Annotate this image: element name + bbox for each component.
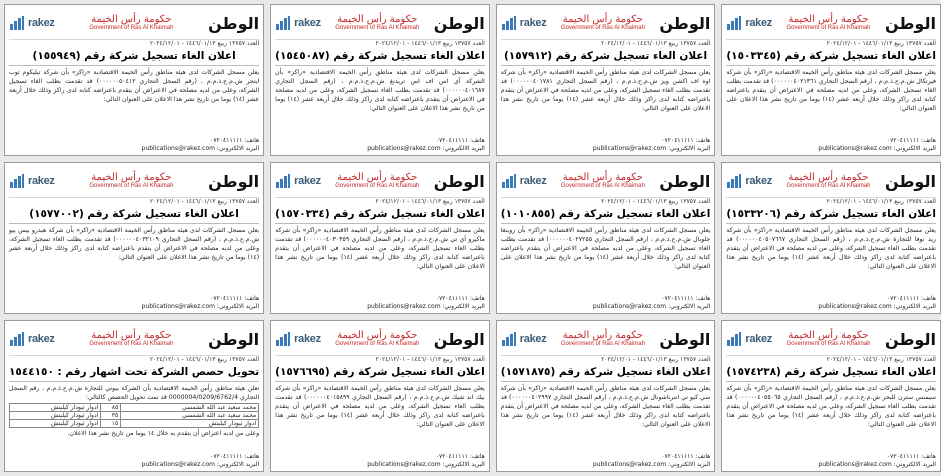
issue-line: العدد ١٣٧٥٧ ربيع ١٤٤٦/٠١/١٣ - ٢٠٢٤/١٢/٠١	[149, 198, 260, 205]
rakez-icon	[9, 173, 25, 189]
notice-text: يعلن مسجل الشركات لدى هيئة مناطق رأس الخيمة الاقتصادية «راكز» بأن الشركة آي اس اف اس تريدنغ ش.م.ح.ذ.م.م ، (رقم السجل التجاري ٠٠٠٠٠٠٤٠١٦٨٧) قد تقدمت بطلب الغاء تسجيل الشركة، وعلى من لديه مصلحة في الاعتراض أن يتقدم باعتراضه كتابة لدى راكز وذلك خلال أربعة عشر (١٤) يوما من تاريخ نشر هذا الاعلان على العنوان التالي:	[275, 69, 485, 112]
rakez-logo	[501, 331, 547, 347]
rakez-logo	[275, 331, 321, 347]
notice-body	[9, 66, 259, 137]
notice-footer	[9, 453, 259, 469]
rakez-logo-text: rakez	[294, 17, 321, 29]
phone-line: هاتف: ٠٧٢٠٤١١١١١	[886, 137, 936, 144]
newspaper-name: الوطن	[433, 171, 485, 191]
email-line: البريد الالكتروني: publications@rakez.com	[141, 303, 260, 310]
notice-body	[501, 66, 711, 137]
phone-line: هاتف: ٠٧٢٠٤١١١١١	[210, 295, 260, 302]
notice-title: اعلان الغاء تسجيل شركة رقم (١٠١٠٨٥٥)	[501, 206, 711, 224]
newspaper-name: الوطن	[659, 13, 711, 33]
table-cell: محمد سعيد عبد الله الشمسي	[121, 412, 259, 420]
issue-line: العدد ١٣٧٥٧ ربيع ١٤٤٦/٠١/١٣ - ٢٠٢٤/١٢/٠١	[149, 40, 260, 47]
rakez-logo	[275, 173, 321, 189]
notice-text: يعلن مسجل الشركات لدى هيئة مناطق رأس الخيمة الاقتصادية «راكز» بأن شركة سيمنس سترن للبحر ش.م.ح.ذ.م.م ، (رقم السجل التجاري ٠٠٠٠٠٠٤٠٥٥٠٦٥) قد تقدمت بطلب الغاء تسجيل الشركة، وعلى من لديه مصلحة في الاعتراض أن يتقدم باعتراضه كتابة لدى راكز وذلك خلال أربعة عشر (١٤) يوما من تاريخ نشر هذا الاعلان على العنوان التالي:	[726, 385, 936, 428]
notice-text: يعلن مسجل الشركات لدى هيئة مناطق رأس الخيمة الاقتصادية «راكز» بأن روبنغا جلوبال ش.م.ح.ذ.م.م ، (رقم السجل التجاري ٠٠٠٠٠٠٤٠٢٧٢٥٥) قد تقدمت بطلب الغاء تسجيل الشركة، وعلى من لديه مصلحة في الاعتراض أن يتقدم باعتراضه كتابة لدى راكز وذلك خلال أربعة عشر (١٤) يوما من تاريخ نشر هذا الاعلان على العنوان التالي:	[500, 227, 711, 270]
table-row	[10, 420, 259, 428]
email-line: البريد الالكتروني: publications@rakez.com	[367, 145, 485, 152]
rakez-logo-text: rakez	[519, 175, 547, 187]
notice-header	[501, 165, 711, 198]
rakez-icon	[726, 331, 742, 347]
notice-header	[9, 323, 259, 356]
government-name-en: Government of Ras Al Khaimah	[335, 183, 420, 190]
phone-line: هاتف: ٠٧٢٠٤١١١١١	[661, 295, 711, 302]
newspaper-name: الوطن	[433, 13, 485, 33]
rakez-icon	[275, 15, 291, 31]
government-name-en: Government of Ras Al Khaimah	[560, 183, 645, 190]
government-emblem	[335, 15, 419, 32]
rakez-logo	[726, 331, 772, 347]
government-name-ar: حكومة رأس الخيمة	[337, 13, 418, 25]
table-cell: ١٥	[101, 420, 121, 428]
phone-line: هاتف: ٠٧٢٠٤١١١١١	[435, 137, 485, 144]
table-cell: ٣٥	[101, 412, 121, 420]
government-name-ar: حكومة رأس الخيمة	[337, 171, 418, 183]
government-name-en: Government of Ras Al Khaimah	[786, 341, 871, 348]
notice-card	[270, 320, 490, 472]
table-cell: ٨٥	[101, 404, 121, 412]
government-emblem	[561, 15, 645, 32]
rakez-icon	[275, 331, 291, 347]
email-line: البريد الالكتروني: publications@rakez.com	[592, 461, 711, 468]
phone-line: هاتف: ٠٧٢٠٤١١١١١	[435, 295, 485, 302]
phone-line: هاتف: ٠٧٢٠٤١١١١١	[210, 137, 260, 144]
table-cell: ادوار ثيودار كيليتش	[121, 420, 259, 428]
notice-card	[270, 162, 490, 314]
notice-card	[496, 4, 716, 156]
notice-card	[4, 162, 264, 314]
notice-title: اعلان الغاء تسجيل شركة رقم (١٥٣٣٢٠٦)	[726, 206, 936, 224]
rakez-icon	[501, 331, 517, 347]
table-row	[10, 412, 259, 420]
rakez-logo-text: rakez	[745, 17, 772, 29]
government-name-ar: حكومة رأس الخيمة	[91, 329, 172, 341]
notice-title: اعلان الغاء تسجيل شركة رقم (١٥٤٥٠٨٧)	[275, 48, 485, 66]
newspaper-name: الوطن	[884, 13, 936, 33]
government-name-ar: حكومة رأس الخيمة	[562, 13, 643, 25]
notice-title: اعلان الغاء تسجيل شركة رقم (١٥٧٦٦٩٥)	[275, 364, 485, 382]
notice-body	[275, 382, 485, 453]
notice-footer	[275, 137, 485, 153]
government-name-en: Government of Ras Al Khaimah	[89, 341, 174, 348]
phone-line: هاتف: ٠٧٢٠٤١١١١١	[210, 453, 260, 460]
notice-title: اعلان الغاء تسجيل شركة رقم (١٥٧٧٠٠٢)	[9, 206, 259, 224]
government-name-en: Government of Ras Al Khaimah	[335, 25, 420, 32]
newspaper-name: الوطن	[208, 13, 260, 33]
notice-header	[501, 323, 711, 356]
notice-footer	[9, 137, 259, 153]
rakez-icon	[9, 15, 25, 31]
notice-footer	[9, 295, 259, 311]
government-name-ar: حكومة رأس الخيمة	[91, 13, 172, 25]
government-emblem	[89, 173, 173, 190]
rakez-logo-text: rakez	[28, 17, 55, 29]
government-emblem	[786, 173, 870, 190]
notice-body	[9, 224, 259, 295]
rakez-logo-text: rakez	[519, 17, 547, 29]
issue-line: العدد ١٣٧٥٧ ربيع ١٤٤٦/٠١/١٣ - ٢٠٢٤/١٢/٠١	[826, 356, 936, 363]
rakez-logo-text: rakez	[294, 333, 321, 345]
government-name-ar: حكومة رأس الخيمة	[562, 171, 643, 183]
notice-header	[275, 323, 485, 356]
government-emblem	[335, 173, 419, 190]
notice-footer	[726, 295, 936, 311]
notice-text: يعلن مسجل الشركات لدى هيئة مناطق رأس الخيمة الاقتصادية «راكز» بأن شركة هيدرو بيس بيو ش.م.ح.ذ.م.م ، (رقم السجل التجاري ٠٠٠٠٠٠٤٠٣٢١٠٩) قد تقدمت بطلب الغاء تسجيل الشركة، وعلى من لديه مصلحة في الاعتراض أن يتقدم باعتراضه كتابة لدى راكز وذلك خلال أربعة عشر (١٤) يوما من تاريخ نشر هذا الاعلان على العنوان التالي:	[9, 227, 260, 261]
notice-card	[721, 162, 941, 314]
notice-text: يعلن مسجل الشركات لدى هيئة مناطق رأس الخيمة الاقتصادية «راكز» بأن شركة اوه اف اكشن ويز ش.م.ح.ذ.م.م ، (رقم السجل التجاري ٠٠٠٠٠٠٤٠١٧٨١) قد تقدمت بطلب الغاء تسجيل الشركة، وعلى من لديه مصلحة في الاعتراض أن يتقدم باعتراضه كتابة لدى راكز وذلك خلال أربعة عشر (١٤) يوما من تاريخ نشر هذا الاعلان على العنوان التالي:	[500, 69, 711, 112]
email-line: البريد الالكتروني: publications@rakez.com	[818, 461, 936, 468]
government-name-en: Government of Ras Al Khaimah	[786, 183, 871, 190]
government-name-en: Government of Ras Al Khaimah	[89, 183, 174, 190]
government-name-en: Government of Ras Al Khaimah	[89, 25, 174, 32]
government-name-ar: حكومة رأس الخيمة	[788, 13, 869, 25]
phone-line: هاتف: ٠٧٢٠٤١١١١١	[435, 453, 485, 460]
email-line: البريد الالكتروني: publications@rakez.com	[367, 303, 485, 310]
rakez-logo	[275, 15, 321, 31]
government-name-en: Government of Ras Al Khaimah	[560, 341, 645, 348]
notice-footer	[501, 137, 711, 153]
notice-title: اعلان الغاء تسجيل شركة رقم (١٥٥٩٤٩)	[9, 48, 259, 66]
newspaper-name: الوطن	[433, 329, 485, 349]
notice-body	[275, 224, 485, 295]
issue-line: العدد ١٣٧٥٧ ربيع ١٤٤٦/٠١/١٣ - ٢٠٢٤/١٢/٠١	[601, 40, 711, 47]
shares-table	[9, 403, 259, 428]
notice-footer	[726, 453, 936, 469]
government-emblem	[561, 331, 645, 348]
notice-header	[9, 7, 259, 40]
notice-footer	[726, 137, 936, 153]
email-line: البريد الالكتروني: publications@rakez.com	[818, 145, 936, 152]
government-name-ar: حكومة رأس الخيمة	[562, 329, 643, 341]
email-line: البريد الالكتروني: publications@rakez.com	[141, 145, 260, 152]
email-line: البريد الالكتروني: publications@rakez.com	[367, 461, 485, 468]
notice-header	[9, 165, 259, 198]
notice-body	[501, 224, 711, 295]
rakez-logo	[726, 15, 772, 31]
rakez-logo-text: rakez	[745, 333, 772, 345]
rakez-icon	[726, 173, 742, 189]
email-line: البريد الالكتروني: publications@rakez.com	[141, 461, 260, 468]
issue-line: العدد ١٣٧٥٧ ربيع ١٤٤٦/٠١/١٣ - ٢٠٢٤/١٢/٠١	[375, 198, 485, 205]
notice-header	[726, 7, 936, 40]
rakez-logo	[726, 173, 772, 189]
government-name-ar: حكومة رأس الخيمة	[788, 171, 869, 183]
newspaper-name: الوطن	[659, 171, 711, 191]
newspaper-name: الوطن	[659, 329, 711, 349]
notice-text: تعلن هيئة مناطق رأس الخيمة الاقتصادية بأن الشركة بيوتي للتجارة ش.م.ح.ذ.م.م ، رقم السجل التجاري 0000004/0209/6762/4 قد تمت تحويل الحصص كالتالي:	[9, 385, 260, 401]
notice-body	[501, 382, 711, 453]
notice-card	[721, 320, 941, 472]
rakez-icon	[726, 15, 742, 31]
notice-note: وعلى من لديه اعتراض أن يتقدم به خلال ١٤ يوما من تاريخ نشر هذا الاعلان.	[67, 430, 260, 437]
notice-header	[726, 165, 936, 198]
government-emblem	[786, 15, 870, 32]
notice-card	[4, 4, 264, 156]
notice-text: يعلن مسجل الشركات لدى هيئة مناطق رأس الخيمة الاقتصادية «راكز» بأن شركة تيليكوم توب ايتجر ش.م.ح.ذ.م.م ، (رقم السجل التجاري ٠٠٠٠٠٠٥٠٤١٢) قد تقدمت بطلب الغاء تسجيل الشركة، وعلى من لديه مصلحة في الاعتراض أن يتقدم باعتراضه كتابة لدى راكز وذلك خلال أربعة عشر (١٤) يوما من تاريخ نشر هذا الاعلان على العنوان التالي:	[9, 69, 260, 103]
rakez-icon	[275, 173, 291, 189]
government-name-ar: حكومة رأس الخيمة	[788, 329, 869, 341]
phone-line: هاتف: ٠٧٢٠٤١١١١١	[886, 295, 936, 302]
phone-line: هاتف: ٠٧٢٠٤١١١١١	[886, 453, 936, 460]
notice-text: يعلن مسجل الشركات لدى هيئة مناطق رأس الخيمة الاقتصادية «راكز» بأن شركة بيك اند شيك ش.م.ح.ذ.م.م ، (رقم السجل التجاري ٠٠٠٠٠٠٤٠١٥٨٩٩) قد تقدمت بطلب الغاء تسجيل الشركة، وعلى من لديه مصلحة في الاعتراض أن يتقدم باعتراضه كتابة لدى راكز وذلك خلال أربعة عشر (١٤) يوما من تاريخ نشر هذا الاعلان على العنوان التالي:	[275, 385, 485, 428]
government-emblem	[561, 173, 645, 190]
notice-title: اعلان الغاء تسجيل شركة رقم (١٥٧٤٢٣٨)	[726, 364, 936, 382]
government-emblem	[786, 331, 870, 348]
notice-title: اعلان الغاء تسجيل شركة رقم (١٥٧٩١٢)	[501, 48, 711, 66]
notice-header	[275, 165, 485, 198]
notice-card	[4, 320, 264, 472]
rakez-logo	[501, 173, 547, 189]
notice-footer	[275, 295, 485, 311]
notice-body	[9, 382, 259, 453]
rakez-icon	[9, 331, 25, 347]
notice-card	[496, 320, 716, 472]
notice-text: يعلن مسجل الشركات لدى هيئة مناطق رأس الخيمة الاقتصادية «راكز» بأن شركة ريد نوفا للتجارة ش.م.ح.ذ.م.م ، (رقم السجل التجاري ٠٠٠٠٠٠٤٠٥٠٧٦٦٧) قد تقدمت بطلب الغاء تسجيل الشركة، وعلى من لديه مصلحة في الاعتراض أن يتقدم باعتراضه كتابة لدى راكز وذلك خلال أربعة عشر (١٤) يوما من تاريخ نشر هذا الاعلان على العنوان التالي:	[726, 227, 936, 270]
notice-title: اعلان الغاء تسجيل شركة رقم (١٥٠٣٣٤٥)	[726, 48, 936, 66]
table-cell: ادوار ثيودار كيليتش	[10, 420, 101, 428]
government-name-ar: حكومة رأس الخيمة	[91, 171, 172, 183]
notice-body	[726, 224, 936, 295]
notice-title: اعلان الغاء تسجيل شركة رقم (١٥٧١٨٧٥)	[501, 364, 711, 382]
newspaper-name: الوطن	[208, 329, 260, 349]
notice-footer	[501, 295, 711, 311]
rakez-icon	[501, 173, 517, 189]
government-name-en: Government of Ras Al Khaimah	[335, 341, 420, 348]
issue-line: العدد ١٣٧٥٧ ربيع ١٤٤٦/٠١/١٣ - ٢٠٢٤/١٢/٠١	[375, 40, 485, 47]
table-cell: ادوار ثيودار كيليتش	[10, 412, 101, 420]
issue-line: العدد ١٣٧٥٧ ربيع ١٤٤٦/٠١/١٣ - ٢٠٢٤/١٢/٠١	[826, 40, 936, 47]
rakez-logo	[9, 173, 55, 189]
government-name-en: Government of Ras Al Khaimah	[560, 25, 645, 32]
government-emblem	[89, 15, 173, 32]
notice-card	[496, 162, 716, 314]
notice-card	[270, 4, 490, 156]
rakez-logo-text: rakez	[28, 333, 55, 345]
government-emblem	[89, 331, 173, 348]
notice-header	[726, 323, 936, 356]
government-name-ar: حكومة رأس الخيمة	[337, 329, 418, 341]
rakez-logo-text: rakez	[519, 333, 547, 345]
notice-text: يعلن مسجل الشركات لدى هيئة مناطق رأس الخيمة الاقتصادية «راكز» بأن شركة ماكيرو آي تي ش.م.ح.ذ.م.م ، (رقم السجل التجاري ٠٠٠٠٠٠٤٠٣٠٣٥٩) قد تقدمت بطلب الغاء تسجيل الشركة، وعلى من لديه مصلحة في الاعتراض أن يتقدم باعتراضه كتابة لدى راكز وذلك خلال أربعة عشر (١٤) يوما من تاريخ نشر هذا الاعلان على العنوان التالي:	[275, 227, 485, 270]
newspaper-name: الوطن	[884, 171, 936, 191]
notice-footer	[501, 453, 711, 469]
rakez-logo	[501, 15, 547, 31]
notice-body	[275, 66, 485, 137]
government-emblem	[335, 331, 419, 348]
rakez-logo-text: rakez	[28, 175, 55, 187]
issue-line: العدد ١٣٧٥٧ ربيع ١٤٤٦/٠١/١٣ - ٢٠٢٤/١٢/٠١	[375, 356, 485, 363]
notice-body	[726, 382, 936, 453]
notice-text: يعلن مسجل الشركات لدى هيئة مناطق رأس الخيمة الاقتصادية «راكز» بأن شركة فيرتكال ش.م.ح.ذ.م.م ، (رقم السجل التجاري ٠٠٠٠٠٠٤٠٢١٣٦١) قد تقدمت بطلب الغاء تسجيل الشركة، وعلى من لديه مصلحة في الاعتراض أن يتقدم باعتراضه كتابة لدى راكز وذلك خلال أربعة عشر (١٤) يوما من تاريخ نشر هذا الاعلان على العنوان التالي:	[726, 69, 936, 112]
email-line: البريد الالكتروني: publications@rakez.com	[592, 303, 711, 310]
notice-card	[721, 4, 941, 156]
notice-text: يعلن مسجل الشركات لدى هيئة مناطق رأس الخيمة الاقتصادية «راكز» بأن شركة سي كيو تي انترناشونال ش.م.ح.ذ.م.م ، (رقم السجل التجاري ٠٠٠٠٠٠٤٠٢٩٩٧) قد تقدمت بطلب الغاء تسجيل الشركة، وعلى من لديه مصلحة في الاعتراض أن يتقدم باعتراضه كتابة لدى راكز وذلك خلال أربعة عشر (١٤) يوما من تاريخ نشر هذا الاعلان على العنوان التالي:	[500, 385, 711, 428]
notice-header	[501, 7, 711, 40]
notice-body	[726, 66, 936, 137]
notice-footer	[275, 453, 485, 469]
notice-title: اعلان الغاء تسجيل شركة رقم (١٥٧٠٣٣٤)	[275, 206, 485, 224]
phone-line: هاتف: ٠٧٢٠٤١١١١١	[661, 137, 711, 144]
email-line: البريد الالكتروني: publications@rakez.com	[592, 145, 711, 152]
rakez-logo	[9, 331, 55, 347]
newspaper-name: الوطن	[884, 329, 936, 349]
issue-line: العدد ١٣٧٥٧ ربيع ١٤٤٦/٠١/١٣ - ٢٠٢٤/١٢/٠١	[149, 356, 260, 363]
phone-line: هاتف: ٠٧٢٠٤١١١١١	[661, 453, 711, 460]
notice-title: تحويل حصص الشركة تحت اشهار رقم : ١٥٤٤١٥٠	[9, 364, 259, 382]
rakez-logo	[9, 15, 55, 31]
rakez-icon	[501, 15, 517, 31]
rakez-logo-text: rakez	[745, 175, 772, 187]
rakez-logo-text: rakez	[294, 175, 321, 187]
notice-header	[275, 7, 485, 40]
government-name-en: Government of Ras Al Khaimah	[786, 25, 871, 32]
table-row	[10, 404, 259, 412]
newspaper-name: الوطن	[208, 171, 260, 191]
issue-line: العدد ١٣٧٥٧ ربيع ١٤٤٦/٠١/١٣ - ٢٠٢٤/١٢/٠١	[601, 356, 711, 363]
table-cell: محمد سعيد عبد الله الشمسي	[121, 404, 259, 412]
table-cell: ادوار ثيودار كيليتش	[10, 404, 101, 412]
issue-line: العدد ١٣٧٥٧ ربيع ١٤٤٦/٠١/١٣ - ٢٠٢٤/١٢/٠١	[601, 198, 711, 205]
email-line: البريد الالكتروني: publications@rakez.com	[818, 303, 936, 310]
issue-line: العدد ١٣٧٥٧ ربيع ١٤٤٦/٠١/١٣ - ٢٠٢٤/١٢/٠١	[826, 198, 936, 205]
